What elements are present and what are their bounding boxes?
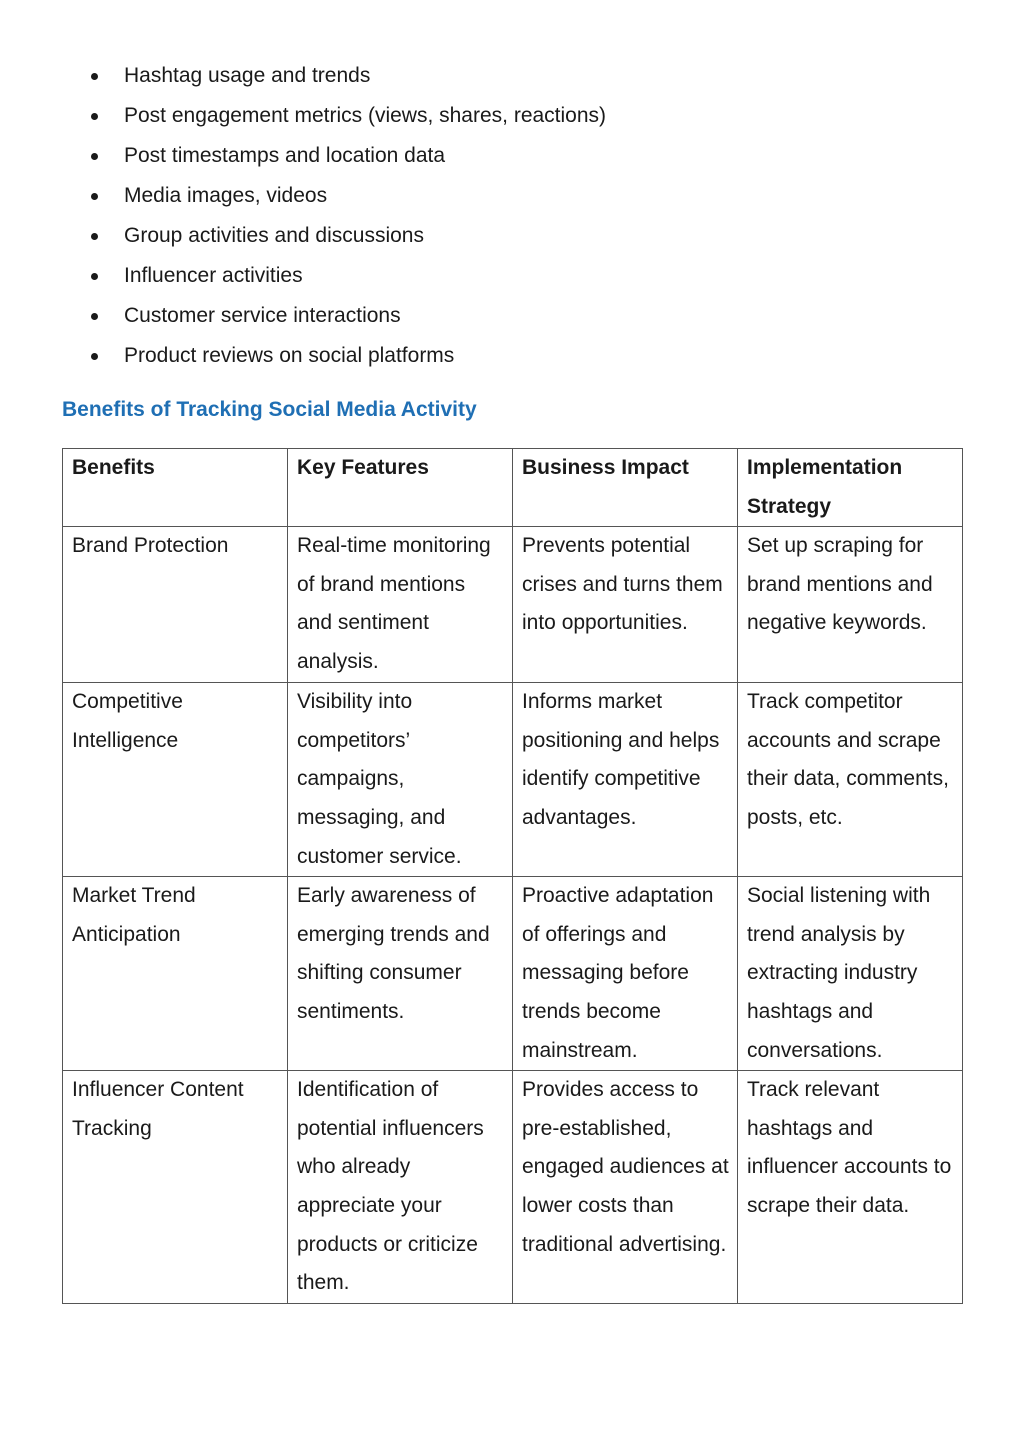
list-item-text: Product reviews on social platforms xyxy=(124,344,455,367)
bullet-dot-icon xyxy=(91,233,98,240)
table-cell: Track relevant hashtags and influencer accounts to scrape their data. xyxy=(738,1071,963,1304)
list-item xyxy=(0,176,606,216)
list-item-text: Influencer activities xyxy=(124,264,303,287)
table-cell: Brand Protection xyxy=(63,527,288,683)
table-cell: Competitive Intelligence xyxy=(63,683,288,877)
table-cell: Set up scraping for brand mentions and negative keywords. xyxy=(738,527,963,683)
header-benefits: Benefits xyxy=(63,449,288,527)
table-cell: Market Trend Anticipation xyxy=(63,877,288,1071)
bullet-dot-icon xyxy=(91,273,98,280)
table-row xyxy=(63,1071,963,1304)
list-item xyxy=(0,56,606,96)
bullet-dot-icon xyxy=(91,73,98,80)
list-item xyxy=(0,296,606,336)
data-types-bullet-list xyxy=(0,56,606,376)
list-item-text: Hashtag usage and trends xyxy=(124,64,371,87)
section-heading: Benefits of Tracking Social Media Activity xyxy=(62,398,477,421)
table-cell: Provides access to pre-established, engaged audiences at lower costs than traditional advertising. xyxy=(513,1071,738,1304)
list-item-text: Post timestamps and location data xyxy=(124,144,446,167)
list-item-text: Media images, videos xyxy=(124,184,328,207)
list-item-text: Group activities and discussions xyxy=(124,224,424,247)
benefits-table xyxy=(62,448,963,1304)
list-item xyxy=(0,136,606,176)
table-cell: Real-time monitoring of brand mentions and sentiment analysis. xyxy=(288,527,513,683)
table-row xyxy=(63,683,963,877)
table-row xyxy=(63,877,963,1071)
table-cell: Prevents potential crises and turns them into opportunities. xyxy=(513,527,738,683)
header-implementation-strategy: Implementation Strategy xyxy=(738,449,963,527)
table-header-row xyxy=(63,449,963,527)
bullet-dot-icon xyxy=(91,353,98,360)
list-item xyxy=(0,216,606,256)
list-item xyxy=(0,96,606,136)
bullet-dot-icon xyxy=(91,193,98,200)
bullet-dot-icon xyxy=(91,153,98,160)
table-cell: Early awareness of emerging trends and shifting consumer sentiments. xyxy=(288,877,513,1071)
list-item xyxy=(0,256,606,296)
table-cell: Visibility into competitors’ campaigns, messaging, and customer service. xyxy=(288,683,513,877)
list-item-text: Post engagement metrics (views, shares, reactions) xyxy=(124,104,607,127)
list-item xyxy=(0,336,606,376)
header-key-features: Key Features xyxy=(288,449,513,527)
table-cell: Proactive adaptation of offerings and messaging before trends become mainstream. xyxy=(513,877,738,1071)
table-cell: Identification of potential influencers who already appreciate your products or criticize them. xyxy=(288,1071,513,1304)
table-cell: Informs market positioning and helps identify competitive advantages. xyxy=(513,683,738,877)
bullet-dot-icon xyxy=(91,113,98,120)
table-cell: Influencer Content Tracking xyxy=(63,1071,288,1304)
bullet-dot-icon xyxy=(91,313,98,320)
header-business-impact: Business Impact xyxy=(513,449,738,527)
table-cell: Track competitor accounts and scrape their data, comments, posts, etc. xyxy=(738,683,963,877)
table-row xyxy=(63,527,963,683)
table-cell: Social listening with trend analysis by extracting industry hashtags and conversations. xyxy=(738,877,963,1071)
list-item-text: Customer service interactions xyxy=(124,304,401,327)
